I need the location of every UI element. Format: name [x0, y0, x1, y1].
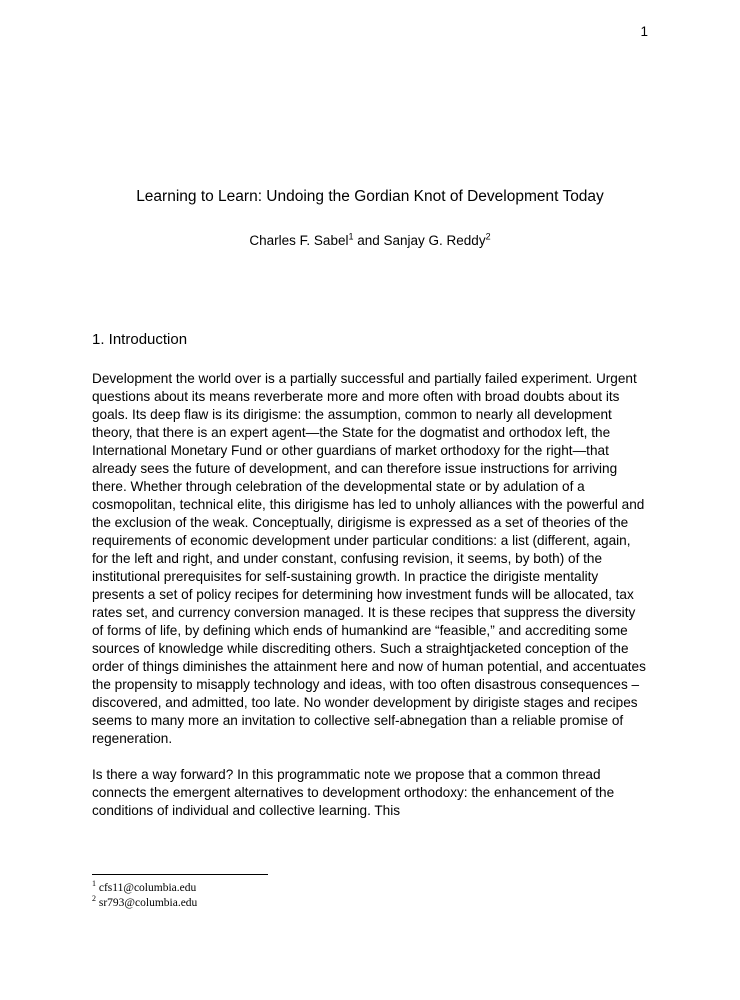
paragraph-2: Is there a way forward? In this programmatic note we propose that a common thread connects the emergent alternatives to development orthodoxy: the enhancement of the conditions of individual and collective learning. This [92, 767, 615, 818]
section-heading: 1. Introduction [92, 331, 188, 348]
introduction-section [92, 331, 650, 838]
author-1-footnote-marker: 1 [348, 231, 354, 242]
paper-title: Learning to Learn: Undoing the Gordian Knot of Development Today [136, 188, 604, 205]
footnote-2 [92, 896, 648, 911]
authors-conjunction: and [353, 233, 384, 248]
footnote-1-marker: 1 [92, 879, 96, 889]
footnote-separator-rule [92, 874, 268, 875]
author-1-name: Charles F. Sabel [249, 233, 349, 248]
footnote-1 [92, 881, 648, 896]
author-2-footnote-marker: 2 [485, 231, 491, 242]
paragraph-1: Development the world over is a partially successful and partially failed experiment. Urgent questions about its means reverberate more and more often with broad doubts about its goals. Its deep flaw is its dirigisme: the assumption, common to nearly all development theory, that there is an expert agent—the State for the dogmatist and orthodox left, the International Monetary Fund or other guardians of market orthodoxy for the right—that already sees the future of development, and can therefore issue instructions for arriving there. Whether through celebration of the developmental state or by adulation of a cosmopolitan, technical elite, this dirigisme has led to unholy alliances with the powerful and the exclusion of the weak. Conceptually, dirigisme is expressed as a set of theories of the requirements of economic development under particular conditions: a list (different, again, for the left and right, and under constant, confusing revision, it seems, by both) of the institutional prerequisites for self-sustaining growth. In practice the dirigiste mentality presents a set of policy recipes for determining how investment funds will be allocated, tax rates set, and currency conversion managed. It is these recipes that suppress the diversity of forms of life, by defining which ends of humankind are “feasible,” and accrediting some sources of knowledge while discrediting others. Such a straightjacketed conception of the order of things diminishes the attainment here and now of human potential, and accentuates the propensity to misapply technology and ideas, with too often disastrous consequences – discovered, and admitted, too late. No wonder development by dirigiste stages and recipes seems to many more an invitation to collective self-abnegation than a reliable promise of regeneration. [92, 371, 646, 746]
authors-line [92, 233, 648, 249]
footnotes-area [92, 874, 648, 911]
author-2-name: Sanjay G. Reddy [383, 233, 486, 248]
page-number: 1 [640, 24, 648, 39]
footnote-1-text: cfs11@columbia.edu [98, 882, 197, 894]
footnote-2-text: sr793@columbia.edu [98, 897, 198, 909]
footnote-2-marker: 2 [92, 894, 96, 904]
